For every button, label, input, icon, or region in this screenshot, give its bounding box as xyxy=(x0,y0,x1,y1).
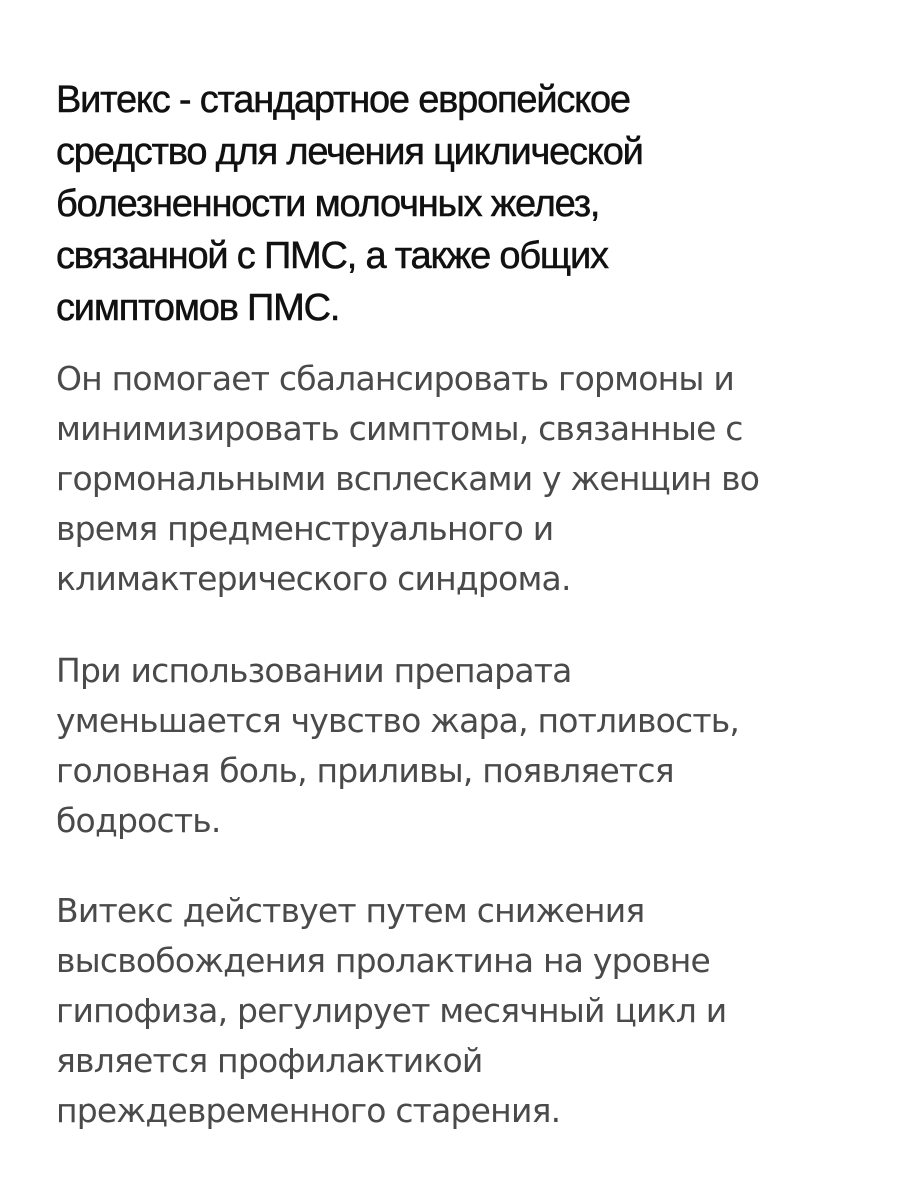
heading-line: связанной с ПМС, а также общих xyxy=(56,235,608,277)
heading-line: болезненности молочных желез, xyxy=(56,183,600,225)
paragraph-line: Витекс действует путем снижения xyxy=(56,891,645,930)
heading-line: симптомов ПМС. xyxy=(56,287,340,329)
paragraph-line: высвобождения пролактина на уровне xyxy=(56,941,711,980)
paragraph-line: климактерического синдрома. xyxy=(56,559,571,598)
heading-line: средство для лечения циклической xyxy=(56,131,643,173)
paragraph-line: уменьшается чувство жара, потливость, xyxy=(56,701,740,740)
heading-line: Витекс - стандартное европейское xyxy=(56,79,630,121)
paragraph-symptom-relief xyxy=(56,646,876,846)
paragraph-line: время предменструального и xyxy=(56,509,554,548)
paragraph-line: гормональными всплесками у женщин во xyxy=(56,459,760,498)
paragraph-line: бодрость. xyxy=(56,801,221,840)
paragraph-line: преждевременного старения. xyxy=(56,1091,561,1130)
paragraph-line: гипофиза, регулирует месячный цикл и xyxy=(56,991,727,1030)
paragraph-line: Он помогает сбалансировать гормоны и xyxy=(56,359,734,398)
paragraph-line: минимизировать симптомы, связанные с xyxy=(56,409,743,448)
paragraph-line: При использовании препарата xyxy=(56,651,572,690)
paragraph-line: головная боль, приливы, появляется xyxy=(56,751,674,790)
paragraph-mechanism xyxy=(56,886,876,1136)
product-heading xyxy=(56,74,856,334)
paragraph-hormone-balance xyxy=(56,354,876,604)
paragraph-line: является профилактикой xyxy=(56,1041,483,1080)
